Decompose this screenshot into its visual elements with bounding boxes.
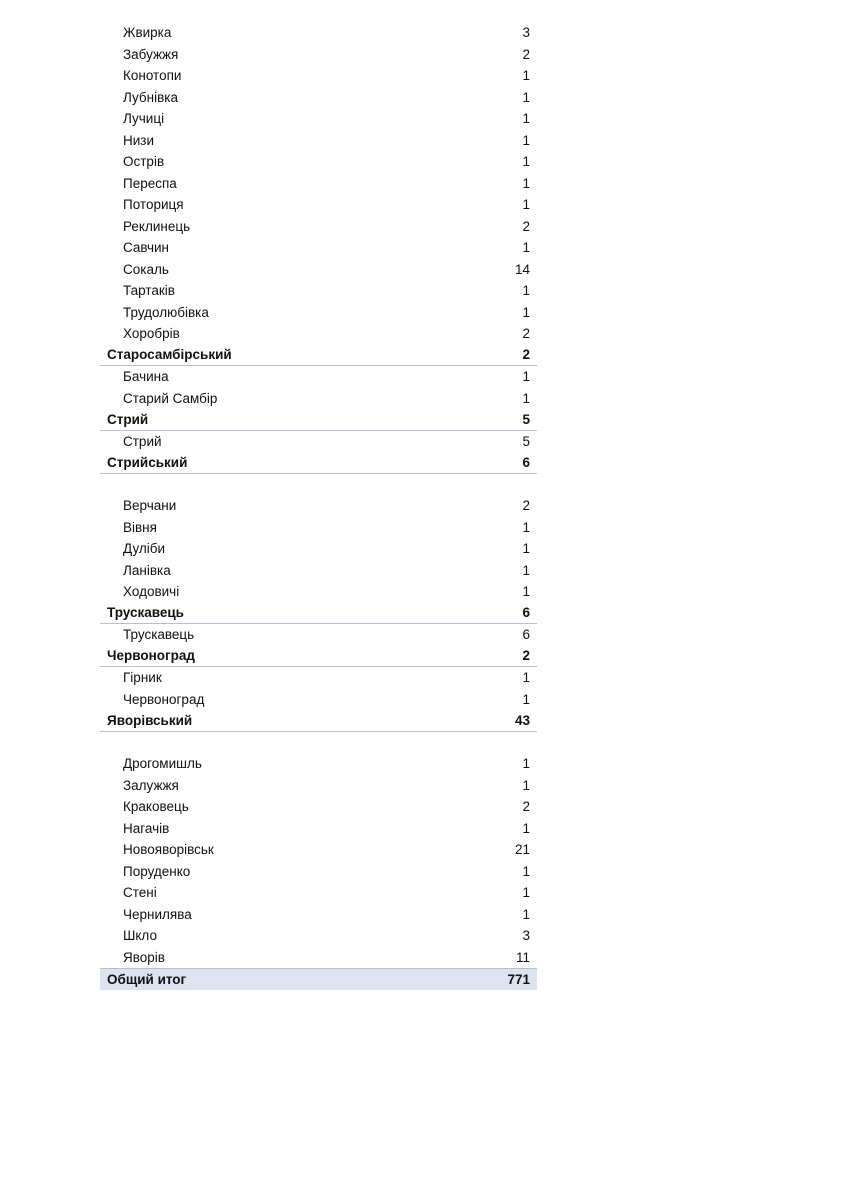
group-row bbox=[100, 603, 537, 625]
item-row bbox=[100, 388, 537, 410]
row-label: Лубнівка bbox=[123, 89, 178, 105]
row-value: 1 bbox=[522, 562, 530, 578]
row-label: Старосамбірський bbox=[107, 347, 232, 363]
row-value: 1 bbox=[522, 68, 530, 84]
item-row bbox=[100, 151, 537, 173]
row-label: Острів bbox=[123, 154, 165, 170]
row-value: 1 bbox=[522, 756, 530, 772]
item-row bbox=[100, 108, 537, 130]
row-label: Бачина bbox=[123, 369, 169, 385]
row-label: Савчин bbox=[123, 240, 170, 256]
row-value: 1 bbox=[522, 154, 530, 170]
row-label: Стрий bbox=[107, 411, 149, 427]
row-value: 5 bbox=[522, 411, 530, 427]
row-label: Поруденко bbox=[123, 863, 191, 879]
row-value: 1 bbox=[522, 777, 530, 793]
row-label: Хоробрів bbox=[123, 326, 180, 342]
row-label: Червоноград bbox=[107, 648, 195, 664]
row-value: 3 bbox=[522, 928, 530, 944]
row-label: Тартаків bbox=[123, 283, 175, 299]
row-value: 1 bbox=[522, 691, 530, 707]
row-value: 3 bbox=[522, 25, 530, 41]
row-value: 2 bbox=[522, 347, 530, 363]
row-label: Краковець bbox=[123, 799, 189, 815]
row-value: 1 bbox=[522, 132, 530, 148]
row-value: 1 bbox=[522, 197, 530, 213]
row-label: Низи bbox=[123, 132, 155, 148]
row-value: 1 bbox=[522, 820, 530, 836]
row-value: 1 bbox=[522, 175, 530, 191]
item-row bbox=[100, 689, 537, 711]
item-row bbox=[100, 495, 537, 517]
row-label: Шкло bbox=[123, 928, 157, 944]
row-value: 2 bbox=[522, 799, 530, 815]
row-value: 1 bbox=[522, 541, 530, 557]
row-value: 2 bbox=[522, 218, 530, 234]
item-row bbox=[100, 925, 537, 947]
row-value: 6 bbox=[522, 627, 530, 643]
row-value: 1 bbox=[522, 670, 530, 686]
row-value: 1 bbox=[522, 89, 530, 105]
item-row bbox=[100, 581, 537, 603]
item-row bbox=[100, 517, 537, 539]
row-value: 2 bbox=[522, 648, 530, 664]
row-value: 6 bbox=[522, 605, 530, 621]
item-row bbox=[100, 775, 537, 797]
row-label: Лучиці bbox=[123, 111, 165, 127]
row-label: Дрогомишль bbox=[123, 756, 202, 772]
item-row bbox=[100, 947, 537, 969]
blank-row bbox=[100, 474, 537, 496]
row-label: Старий Самбір bbox=[123, 390, 218, 406]
item-row bbox=[100, 796, 537, 818]
item-row bbox=[100, 259, 537, 281]
item-row bbox=[100, 323, 537, 345]
row-value: 43 bbox=[514, 712, 530, 728]
row-value: 1 bbox=[522, 111, 530, 127]
pivot-table bbox=[100, 22, 537, 990]
grand-total-row bbox=[100, 968, 537, 990]
row-label: Трускавець bbox=[107, 605, 184, 621]
item-row bbox=[100, 44, 537, 66]
group-row bbox=[100, 646, 537, 668]
item-row bbox=[100, 216, 537, 238]
row-label: Яворівський bbox=[107, 712, 193, 728]
row-label: Переспа bbox=[123, 175, 177, 191]
item-row bbox=[100, 753, 537, 775]
row-label: Чернилява bbox=[123, 906, 192, 922]
row-value: 1 bbox=[522, 885, 530, 901]
group-row bbox=[100, 452, 537, 474]
row-value: 1 bbox=[522, 283, 530, 299]
total-label: Общий итог bbox=[107, 971, 187, 987]
row-value: 5 bbox=[522, 433, 530, 449]
item-row bbox=[100, 237, 537, 259]
row-value: 11 bbox=[515, 949, 530, 965]
item-row bbox=[100, 173, 537, 195]
row-value: 1 bbox=[522, 519, 530, 535]
item-row bbox=[100, 624, 537, 646]
row-label: Вівня bbox=[123, 519, 157, 535]
item-row bbox=[100, 366, 537, 388]
row-value: 1 bbox=[522, 240, 530, 256]
row-label: Яворів bbox=[123, 949, 165, 965]
row-value: 1 bbox=[522, 369, 530, 385]
item-row bbox=[100, 818, 537, 840]
row-label: Стрийський bbox=[107, 454, 188, 470]
row-value: 21 bbox=[514, 842, 530, 858]
row-label: Новояворівськ bbox=[123, 842, 214, 858]
row-label: Ходовичі bbox=[123, 584, 180, 600]
item-row bbox=[100, 22, 537, 44]
row-value: 1 bbox=[522, 863, 530, 879]
row-label: Трудолюбівка bbox=[123, 304, 209, 320]
row-label: Стрий bbox=[123, 433, 162, 449]
row-value: 2 bbox=[522, 498, 530, 514]
row-label: Гірник bbox=[123, 670, 162, 686]
row-label: Конотопи bbox=[123, 68, 182, 84]
row-label: Трускавець bbox=[123, 627, 195, 643]
item-row bbox=[100, 882, 537, 904]
row-value: 1 bbox=[522, 584, 530, 600]
item-row bbox=[100, 839, 537, 861]
item-row bbox=[100, 130, 537, 152]
item-row bbox=[100, 302, 537, 324]
item-row bbox=[100, 280, 537, 302]
row-value: 6 bbox=[522, 454, 530, 470]
group-row bbox=[100, 710, 537, 732]
item-row bbox=[100, 861, 537, 883]
item-row bbox=[100, 431, 537, 453]
row-label: Забужжя bbox=[123, 46, 179, 62]
item-row bbox=[100, 65, 537, 87]
row-label: Нагачів bbox=[123, 820, 170, 836]
blank-row bbox=[100, 732, 537, 754]
row-label: Залужжя bbox=[123, 777, 179, 793]
row-label: Ланівка bbox=[123, 562, 171, 578]
item-row bbox=[100, 194, 537, 216]
row-label: Верчани bbox=[123, 498, 177, 514]
row-value: 2 bbox=[522, 46, 530, 62]
row-label: Стені bbox=[123, 885, 157, 901]
item-row bbox=[100, 87, 537, 109]
group-row bbox=[100, 345, 537, 367]
item-row bbox=[100, 904, 537, 926]
total-value: 771 bbox=[507, 971, 530, 987]
group-row bbox=[100, 409, 537, 431]
row-value: 1 bbox=[522, 906, 530, 922]
row-value: 2 bbox=[522, 326, 530, 342]
item-row bbox=[100, 667, 537, 689]
row-value: 1 bbox=[522, 390, 530, 406]
row-value: 14 bbox=[514, 261, 530, 277]
row-label: Червоноград bbox=[123, 691, 205, 707]
item-row bbox=[100, 560, 537, 582]
row-label: Поториця bbox=[123, 197, 184, 213]
row-value: 1 bbox=[522, 304, 530, 320]
row-label: Реклинець bbox=[123, 218, 191, 234]
row-label: Жвирка bbox=[123, 25, 172, 41]
item-row bbox=[100, 538, 537, 560]
row-label: Сокаль bbox=[123, 261, 169, 277]
row-label: Дуліби bbox=[123, 541, 166, 557]
